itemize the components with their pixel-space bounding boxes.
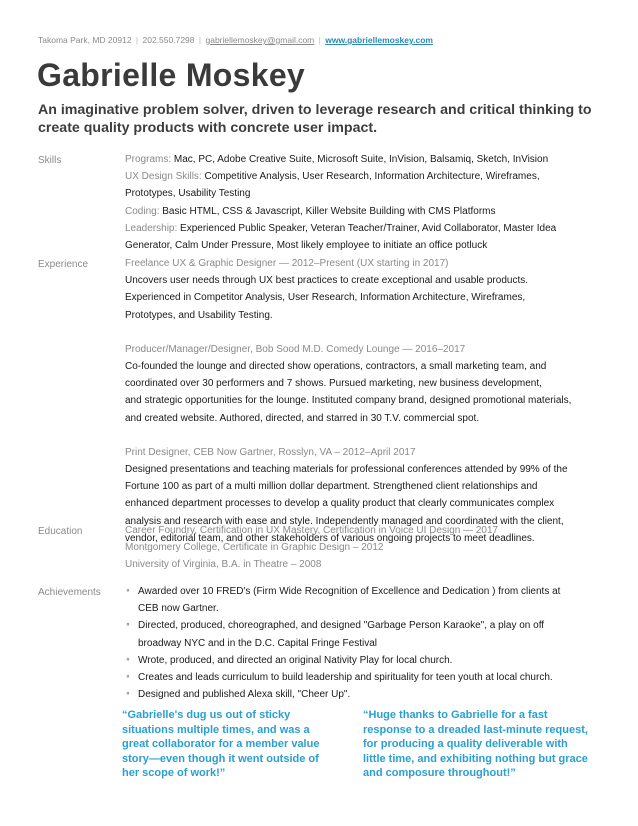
quote-line: little time, and exhibiting nothing but grace xyxy=(363,752,588,765)
achievement-line: broadway NYC and in the D.C. Capital Fringe Festival xyxy=(138,637,377,649)
contact-separator: | xyxy=(318,35,321,45)
skill-key: Programs: xyxy=(125,154,172,165)
achievement-line: Directed, produced, choreographed, and designed "Garbage Person Karaoke", a play on off xyxy=(138,620,545,632)
skill-ux xyxy=(125,168,625,185)
job-desc-line: Fortune 100 as part of a multi million dollar department. Strengthened client relationships and xyxy=(125,481,538,493)
testimonial-quote xyxy=(122,708,352,781)
achievements-section xyxy=(125,583,625,703)
skill-key: Leadership: xyxy=(125,222,178,234)
bullet-icon: ⚬ xyxy=(125,588,131,595)
achievements-list xyxy=(125,583,625,703)
job-desc-line: analysis and research with ease and style. Independently managed and coordinated with the client, xyxy=(125,515,564,527)
bullet-icon: ⚬ xyxy=(125,656,131,664)
job-desc-line: Uncovers user needs through UX best practices to create exceptional and usable products. xyxy=(125,275,529,287)
job-desc-line: coordinated over 30 performers and 7 shows. Pursued marketing, new business development, xyxy=(125,378,542,390)
job-desc-line: vendor, editorial team, and other stakeholders of various ongoing projects to meet deadlines. xyxy=(125,532,535,544)
contact-phone: 202.550.7298 xyxy=(142,35,195,45)
job-entry xyxy=(125,255,625,324)
job-desc-line: and created website. Authored, directed, and starred in 30 T.V. commercial spot. xyxy=(125,412,480,424)
education-label: Education xyxy=(38,526,83,537)
education-section xyxy=(125,522,625,574)
quote-line: her scope of work!” xyxy=(122,767,226,780)
skill-ux-cont: Prototypes, Usability Testing xyxy=(125,188,251,200)
skills-section xyxy=(125,151,625,254)
achievement-line: Creates and leads curriculum to build leadership and spirituality for teen youth at local church. xyxy=(138,672,553,684)
job-desc-line: Experienced in Competitor Analysis, User Research, Information Architecture, Wireframes, xyxy=(125,292,526,304)
job-desc-line: enhanced department processes to develop a quality product that clearly communicates complex xyxy=(125,498,555,510)
education-item: Montgomery College, Certificate in Graphic Design – 2012 xyxy=(125,542,384,554)
skill-value: Mac, PC, Adobe Creative Suite, Microsoft Suite, InVision, Balsamiq, Sketch, InVision xyxy=(171,154,549,165)
experience-label: Experience xyxy=(38,259,89,270)
contact-line xyxy=(38,35,433,45)
skill-key: Coding: xyxy=(125,205,160,217)
job-title: Print Designer, CEB Now Gartner, Rosslyn, VA – 2012–April 2017 xyxy=(125,446,416,458)
contact-separator: | xyxy=(198,35,202,45)
achievement-item xyxy=(125,669,625,686)
testimonial-quote xyxy=(363,708,618,781)
education-item: Career Foundry, Certification in UX Mastery, Certification in Voice UI Design — 2017 xyxy=(125,525,499,536)
skill-value: Competitive Analysis, User Research, Information Architecture, Wireframes, xyxy=(201,171,540,183)
bullet-icon: ⚬ xyxy=(125,622,131,630)
skill-value: Basic HTML, CSS & Javascript, Killer Website Building with CMS Platforms xyxy=(159,205,496,217)
achievement-line: CEB now Gartner. xyxy=(138,603,219,615)
achievement-item xyxy=(125,686,625,703)
quote-line: great collaborator for a member value xyxy=(122,738,320,751)
bullet-icon: ⚬ xyxy=(125,691,131,699)
job-desc-line: Prototypes, and Usability Testing. xyxy=(125,309,273,321)
achievement-item xyxy=(125,652,625,669)
contact-separator: | xyxy=(135,35,139,45)
achievement-line: Wrote, produced, and directed an original Nativity Play for local church. xyxy=(138,654,453,666)
achievement-item xyxy=(125,617,625,651)
quote-line: story—even though it went outside of xyxy=(122,752,319,765)
bullet-icon: ⚬ xyxy=(125,674,131,682)
resume-name: Gabrielle Moskey xyxy=(37,57,306,93)
skill-programs xyxy=(125,151,625,168)
education-item: University of Virginia, B.A. in Theatre – 2008 xyxy=(125,559,322,571)
achievement-line: Designed and published Alexa skill, "Cheer Up". xyxy=(138,689,351,701)
skill-leadership-cont: Generator, Calm Under Pressure, Most likely employee to initiate an office potluck xyxy=(125,240,488,252)
tagline-line: create quality products with concrete user impact. xyxy=(38,120,378,136)
quote-line: “Gabrielle's dug us out of sticky xyxy=(122,709,291,721)
skill-coding xyxy=(125,203,625,220)
job-title: Producer/Manager/Designer, Bob Sood M.D. Comedy Lounge — 2016–2017 xyxy=(125,343,466,355)
job-desc-line: Co-founded the lounge and directed show operations, contractors, a small marketing team, and xyxy=(125,361,547,373)
skill-key: UX Design Skills: xyxy=(125,171,202,183)
quote-line: and composure throughout!” xyxy=(363,767,516,780)
job-entry xyxy=(125,341,625,427)
job-desc-line: Designed presentations and teaching materials for professional conferences attended by 99% of the xyxy=(125,464,568,476)
achievement-line: Awarded over 10 FRED's (Firm Wide Recognition of Excellence and Dedication ) from clients at xyxy=(138,586,561,597)
tagline-line: An imaginative problem solver, driven to leverage research and critical thinking to xyxy=(38,102,592,118)
quote-line: response to a dreaded last-minute request, xyxy=(363,723,588,736)
contact-address: Takoma Park, MD 20912 xyxy=(38,35,132,45)
skill-value: Experienced Public Speaker, Veteran Teacher/Trainer, Avid Collaborator, Master Idea xyxy=(177,222,557,234)
quote-line: “Huge thanks to Gabrielle for a fast xyxy=(363,709,548,721)
job-title: Freelance UX & Graphic Designer — 2012–Present (UX starting in 2017) xyxy=(125,258,449,269)
achievement-item xyxy=(125,583,625,617)
quote-line: for producing a quality deliverable with xyxy=(363,738,568,751)
quote-line: situations multiple times, and was a xyxy=(122,723,310,736)
email-link[interactable]: gabriellemoskey@gmail.com xyxy=(205,35,315,45)
tagline xyxy=(38,101,598,137)
experience-section xyxy=(125,255,625,547)
website-link[interactable]: www.gabriellemoskey.com xyxy=(325,35,433,45)
skills-label: Skills xyxy=(38,155,62,166)
job-desc-line: and strategic opportunities for the lounge. Instituted company brand, designed promotional materials, xyxy=(125,395,572,407)
achievements-label: Achievements xyxy=(38,587,101,598)
skill-leadership xyxy=(125,220,625,237)
